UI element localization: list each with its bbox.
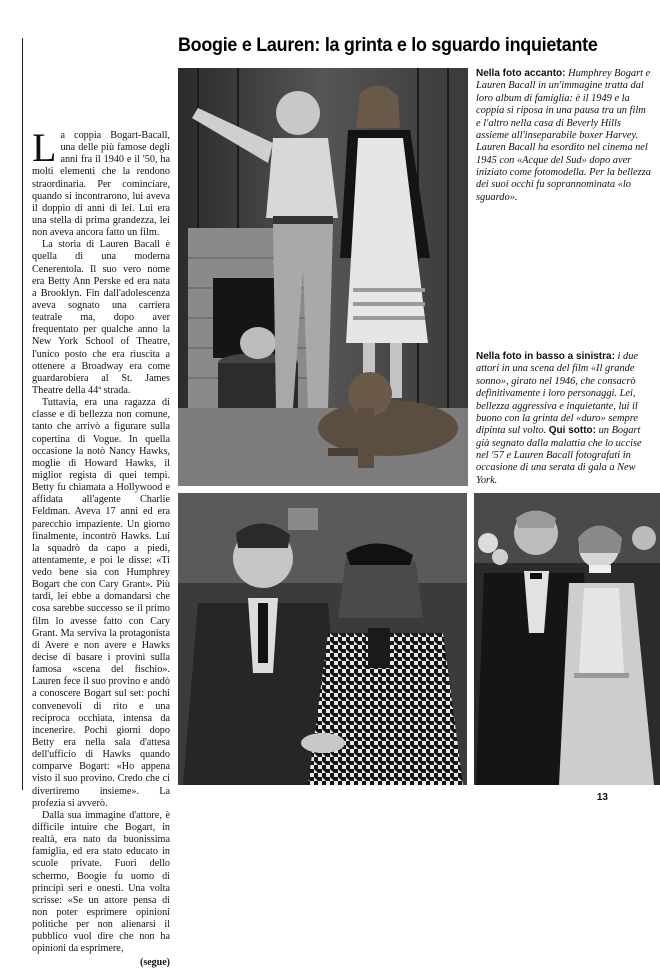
caption-qui-text: un Bogart già segnato dalla malattia che lo uccise nel '57 e Lauren Bacall fotografati in occasione di una serata di gala a New York.: [476, 425, 642, 486]
photo-family-album: [178, 68, 468, 486]
caption-bottom: [476, 351, 652, 487]
caption-bottom-text: i due attori in una scena del film «Il grande sonno», girato nel 1946, che consacrò definitivamente i loro personaggi. Lei, bellezza aggressiva e inquietante, lui il buono con la grinta del «duro» sempre dipinta sul volto.: [476, 351, 639, 437]
caption-top-text: Humphrey Bogart e Lauren Bacall in un'immagine tratta dal loro album di famiglia: è il 1949 e la coppia si riposa in una pausa tra un film e l'altro nella casa di Beverly Hills assieme all'inseparabile boxer Harvey. Lauren Bacall ha esordito nel cinema nel 1945 con «Acque del Sud» dopo aver iniziato come fotomodella. Per la bellezza dei suoi occhi fu soprannominata «lo sguardo».: [476, 68, 651, 203]
article-paragraph-2: La storia di Lauren Bacall è quella di una moderna Cenerentola. Il suo vero nome era Betty Ann Perske ed era nata a Brooklyn. Fin dall'adolescenza aveva sognato una carriera teatrale ma, dopo aver frequentato per qualche anno la New York School of Theatre, l'unico posto che era riuscita a ottenere a Broadway era come guardarobiera al St. James Theatre della 44ª strada.: [32, 239, 170, 396]
photo-big-sleep-scene: [178, 493, 467, 785]
column-rule: [22, 38, 23, 790]
continued-marker: (segue): [140, 956, 170, 968]
article-paragraph-4: Dalla sua immagine d'attore, è difficile intuire che Bogart, in realtà, era nato da buonissima famiglia, ed era stato educato in scuole private. Fuori dello schermo, Boogie fu uomo di principi seri e onesti. Una volta scrisse: «Se un attore pensa di non poter esprimere opinioni politiche per non alienarsi il pubblico vuol dire che non ha opinioni da esprimere, (segue): [32, 809, 170, 968]
page-number: 13: [596, 792, 608, 803]
caption-bottom-lead: Nella foto in basso a sinistra:: [476, 351, 615, 362]
drop-cap: L: [32, 125, 57, 170]
caption-top-lead: Nella foto accanto:: [476, 68, 566, 79]
headline: Boogie e Lauren: la grinta e lo sguardo inquietante: [178, 34, 598, 56]
photo-gala-evening: [474, 493, 660, 785]
caption-qui-label: Qui sotto:: [548, 425, 596, 437]
article-paragraph-1: La coppia Bogart-Bacall, una delle più famose degli anni fra il 1940 e il '50, ha molti elementi che la rendono straordinaria. Per cominciare, quando si incontrarono, lui aveva il doppio di anni di lei. Lui era una stella di prima grandezza, lei non aveva ancora fatto un film.: [32, 125, 170, 239]
article-paragraph-3: Tuttavia, era una ragazza di classe e di bellezza non comune, tanto che arrivò a figurare sulla copertina di Vogue. In quella occasione la notò Nancy Hawks, moglie di Howard Hawks, il miglior regista di quei tempi. Betty fu chiamata a Hollywood e affidata all'agente Charlie Feldman. Aveva 17 anni ed era parecchio impaziente. Un giorno finalmente, incontrò Hawks. Lui la squadrò da capo a piedi, attentamente, e poi le disse: «Ti vedo bene sia con Humphrey Bogart che con Cary Grant». Più tardi, lei ebbe a domandarsi che cosa sarebbe successo se il primo film lo avesse fatto con Cary Grant. Ma serviva la protagonista di Avere e non avere e Hawks decise di basare i provini sulla famosa «scena del fischio». Lauren fece il suo provino e andò a conoscere Bogart sul set: pochi convenevoli di rito e una reciproca occhiata, intensa da incenerire. Pochi giorni dopo Betty era nella sala d'attesa dell'ufficio di Hawks quando comparve Bogart: «Ho appena visto il suo provino. Credo che ci divertiremo insieme». La profezia si avverò.: [32, 397, 170, 809]
caption-top: [476, 68, 652, 204]
article-body: [32, 125, 170, 968]
